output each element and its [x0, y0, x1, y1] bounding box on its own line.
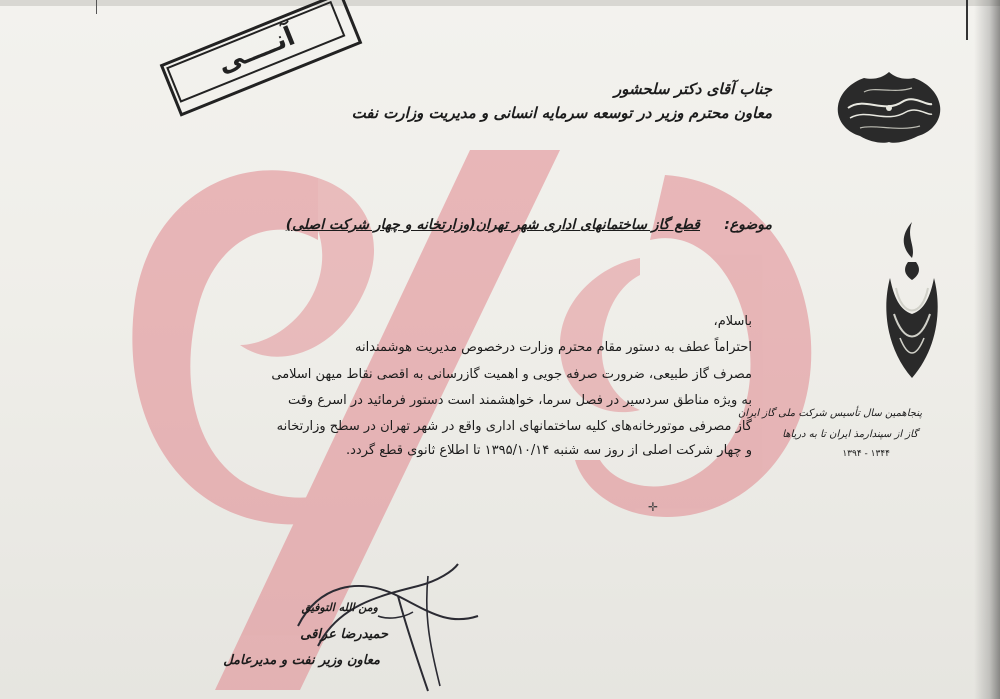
- paper-shadow-right: [974, 0, 1000, 699]
- crosshair-icon: ✛: [648, 500, 659, 514]
- subject-text: قطع گاز ساختمانهای اداری شهر تهران(وزارتخانه و چهار شرکت اصلی): [285, 217, 700, 233]
- body-line: مصرف گاز طبیعی، ضرورت صرفه جویی و اهمیت گازرسانی به اقصی نقاط میهن اسلامی: [271, 367, 752, 382]
- gas-company-flame-logo-icon: [872, 218, 952, 398]
- anniversary-years: ۱۳۴۴ - ۱۳۹۴: [842, 449, 890, 459]
- body-line: و چهار شرکت اصلی از روز سه شنبه ۱۳۹۵/۱۰/۱۴ تا اطلاع ثانوی قطع گردد.: [345, 443, 752, 458]
- handwritten-signature-icon: [278, 556, 488, 696]
- body-line: احتراماً عطف به دستور مقام محترم وزارت درخصوص مدیریت هوشمندانه: [355, 340, 752, 355]
- recipient-name: جناب آقای دکتر سلحشور: [613, 80, 772, 98]
- signoff: ومن الله التوفیق: [301, 601, 378, 614]
- recipient-title: معاون محترم وزیر در توسعه سرمایه انسانی و مدیریت وزارت نفت: [351, 104, 772, 122]
- greeting: باسلام،: [713, 314, 752, 329]
- calligraphy-emblem-icon: [834, 68, 944, 146]
- anniversary-line-1: پنجاهمین سال تأسیس شرکت ملی گاز ایران: [737, 408, 922, 419]
- body-line: به ویژه مناطق سردسیر در فصل سرما، خواهشمند است دستور فرمائید در اسرع وقت: [287, 393, 752, 408]
- body-line: گاز مصرفی موتورخانه‌های کلیه ساختمانهای اداری واقع در شهر تهران در سطح وزارتخانه: [276, 419, 752, 434]
- stamp-text: آنــــی: [213, 21, 300, 80]
- anniversary-line-2: گاز از سپندارمذ ایران تا به دریاها: [782, 429, 918, 440]
- signer-name: حمیدرضا عراقی: [300, 627, 388, 642]
- subject-label: موضوع:: [724, 217, 772, 233]
- signer-title: معاون وزیر نفت و مدیرعامل: [223, 653, 380, 668]
